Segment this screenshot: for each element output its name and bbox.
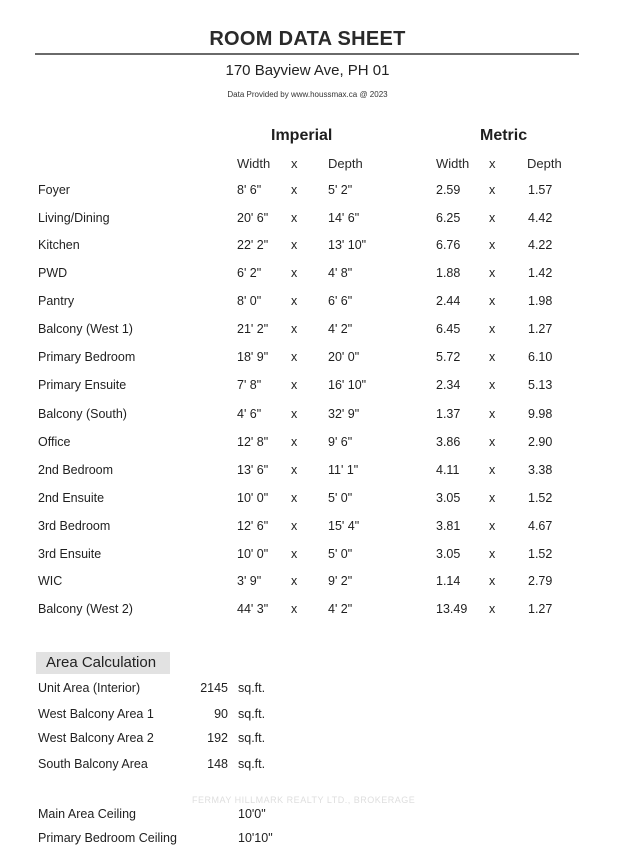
times-sign: x <box>489 435 496 449</box>
room-name: Balcony (West 2) <box>38 602 133 616</box>
area-unit: sq.ft. <box>238 707 266 721</box>
metric-depth: 3.38 <box>528 463 553 477</box>
room-name: Foyer <box>38 183 70 197</box>
metric-depth: 1.57 <box>528 183 553 197</box>
imperial-depth: 5' 0" <box>328 547 353 561</box>
room-name: 3rd Bedroom <box>38 519 111 533</box>
metric-width: 3.86 <box>436 435 461 449</box>
metric-width: 6.25 <box>436 211 461 225</box>
metric-width: 3.05 <box>436 547 461 561</box>
times-sign: x <box>291 378 298 392</box>
metric-depth: 1.98 <box>528 294 553 308</box>
imperial-header: Imperial <box>271 127 333 144</box>
area-calculation-title: Area Calculation <box>46 654 157 671</box>
room-name: Primary Bedroom <box>38 350 136 364</box>
metric-width: 1.14 <box>436 574 461 588</box>
metric-depth: 1.52 <box>528 547 553 561</box>
times-sign: x <box>489 183 496 197</box>
times-sign: x <box>489 519 496 533</box>
metric-x-header: x <box>489 156 496 171</box>
imperial-depth: 13' 10" <box>328 238 367 252</box>
imperial-width: 6' 2" <box>237 266 262 280</box>
metric-width-header: Width <box>436 156 470 171</box>
metric-width: 2.59 <box>436 183 461 197</box>
metric-depth-header: Depth <box>527 156 562 171</box>
times-sign: x <box>489 491 496 505</box>
area-label: West Balcony Area 1 <box>38 707 154 721</box>
metric-depth: 4.22 <box>528 238 553 252</box>
imperial-depth: 16' 10" <box>328 378 367 392</box>
times-sign: x <box>489 211 496 225</box>
area-unit: sq.ft. <box>238 757 266 771</box>
imperial-depth: 20' 0" <box>328 350 360 364</box>
area-value: 90 <box>214 707 228 721</box>
imperial-width-header: Width <box>237 156 271 171</box>
room-name: Kitchen <box>38 238 80 252</box>
area-label: West Balcony Area 2 <box>38 731 154 745</box>
imperial-depth: 4' 8" <box>328 266 353 280</box>
times-sign: x <box>291 491 298 505</box>
imperial-depth: 9' 2" <box>328 574 353 588</box>
property-address: 170 Bayview Ave, PH 01 <box>225 62 390 79</box>
area-unit: sq.ft. <box>238 731 266 745</box>
times-sign: x <box>489 463 496 477</box>
metric-depth: 2.79 <box>528 574 553 588</box>
metric-width: 1.37 <box>436 407 461 421</box>
ceiling-label: Primary Bedroom Ceiling <box>38 831 177 845</box>
times-sign: x <box>489 547 496 561</box>
times-sign: x <box>291 547 298 561</box>
imperial-width: 21' 2" <box>237 322 269 336</box>
area-label: Unit Area (Interior) <box>38 681 141 695</box>
times-sign: x <box>291 519 298 533</box>
times-sign: x <box>291 602 298 616</box>
data-credit: Data Provided by www.houssmax.ca @ 2023 <box>227 90 388 99</box>
room-name: Balcony (West 1) <box>38 322 133 336</box>
room-name: WIC <box>38 574 63 588</box>
times-sign: x <box>291 183 298 197</box>
metric-depth: 1.42 <box>528 266 553 280</box>
imperial-depth: 6' 6" <box>328 294 353 308</box>
times-sign: x <box>291 238 298 252</box>
times-sign: x <box>489 266 496 280</box>
imperial-width: 3' 9" <box>237 574 262 588</box>
times-sign: x <box>489 407 496 421</box>
imperial-width: 13' 6" <box>237 463 269 477</box>
times-sign: x <box>291 435 298 449</box>
metric-width: 6.76 <box>436 238 461 252</box>
times-sign: x <box>489 238 496 252</box>
metric-depth: 5.13 <box>528 378 553 392</box>
imperial-width: 4' 6" <box>237 407 262 421</box>
area-unit: sq.ft. <box>238 681 266 695</box>
room-name: Office <box>38 435 71 449</box>
metric-header: Metric <box>480 127 528 144</box>
metric-width: 6.45 <box>436 322 461 336</box>
metric-depth: 1.52 <box>528 491 553 505</box>
metric-width: 13.49 <box>436 602 468 616</box>
metric-depth: 6.10 <box>528 350 553 364</box>
imperial-width: 20' 6" <box>237 211 269 225</box>
times-sign: x <box>291 574 298 588</box>
imperial-width: 8' 0" <box>237 294 262 308</box>
imperial-depth: 32' 9" <box>328 407 360 421</box>
imperial-width: 12' 6" <box>237 519 269 533</box>
times-sign: x <box>291 211 298 225</box>
imperial-depth: 14' 6" <box>328 211 360 225</box>
times-sign: x <box>489 378 496 392</box>
imperial-depth: 11' 1" <box>328 463 359 477</box>
metric-depth: 4.67 <box>528 519 553 533</box>
room-name: Balcony (South) <box>38 407 127 421</box>
metric-depth: 4.42 <box>528 211 553 225</box>
ceiling-value: 10'0" <box>238 807 266 821</box>
imperial-width: 10' 0" <box>237 547 269 561</box>
area-label: South Balcony Area <box>38 757 148 771</box>
imperial-width: 10' 0" <box>237 491 269 505</box>
imperial-width: 22' 2" <box>237 238 269 252</box>
metric-width: 1.88 <box>436 266 461 280</box>
imperial-width: 44' 3" <box>237 602 269 616</box>
times-sign: x <box>291 350 298 364</box>
imperial-x-header: x <box>291 156 298 171</box>
times-sign: x <box>291 322 298 336</box>
times-sign: x <box>489 294 496 308</box>
times-sign: x <box>291 407 298 421</box>
metric-depth: 2.90 <box>528 435 553 449</box>
times-sign: x <box>291 463 298 477</box>
room-name: 2nd Bedroom <box>38 463 114 477</box>
imperial-width: 12' 8" <box>237 435 269 449</box>
metric-depth: 1.27 <box>528 322 553 336</box>
imperial-width: 18' 9" <box>237 350 269 364</box>
room-name: Primary Ensuite <box>38 378 127 392</box>
times-sign: x <box>291 266 298 280</box>
metric-width: 3.05 <box>436 491 461 505</box>
metric-depth: 9.98 <box>528 407 553 421</box>
area-value: 148 <box>207 757 228 771</box>
title-divider <box>35 53 579 55</box>
imperial-depth: 5' 0" <box>328 491 353 505</box>
times-sign: x <box>489 574 496 588</box>
imperial-depth: 4' 2" <box>328 322 353 336</box>
imperial-depth: 15' 4" <box>328 519 360 533</box>
metric-depth: 1.27 <box>528 602 553 616</box>
area-value: 192 <box>207 731 228 745</box>
room-name: 2nd Ensuite <box>38 491 105 505</box>
imperial-depth: 5' 2" <box>328 183 353 197</box>
area-value: 2145 <box>200 681 228 695</box>
page-title: ROOM DATA SHEET <box>209 28 406 50</box>
ceiling-value: 10'10" <box>238 831 273 845</box>
metric-width: 3.81 <box>436 519 461 533</box>
imperial-depth: 4' 2" <box>328 602 353 616</box>
imperial-depth: 9' 6" <box>328 435 353 449</box>
ceiling-label: Main Area Ceiling <box>38 807 136 821</box>
room-name: Living/Dining <box>38 211 110 225</box>
times-sign: x <box>489 602 496 616</box>
imperial-width: 7' 8" <box>237 378 262 392</box>
room-name: 3rd Ensuite <box>38 547 102 561</box>
imperial-depth-header: Depth <box>328 156 363 171</box>
room-name: PWD <box>38 266 68 280</box>
metric-width: 4.11 <box>436 463 460 477</box>
metric-width: 2.44 <box>436 294 461 308</box>
brokerage-watermark: FERMAY HILLMARK REALTY LTD., BROKERAGE <box>192 795 416 805</box>
room-name: Pantry <box>38 294 75 308</box>
times-sign: x <box>489 350 496 364</box>
metric-width: 5.72 <box>436 350 461 364</box>
times-sign: x <box>489 322 496 336</box>
metric-width: 2.34 <box>436 378 461 392</box>
imperial-width: 8' 6" <box>237 183 262 197</box>
times-sign: x <box>291 294 298 308</box>
